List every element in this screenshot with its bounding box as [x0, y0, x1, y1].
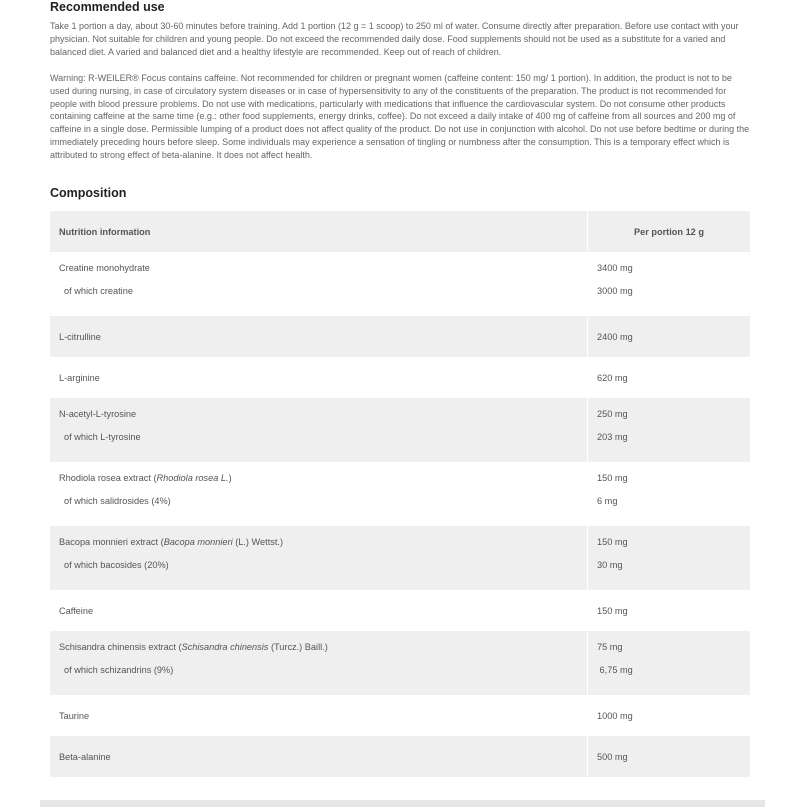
- table-row: [50, 526, 750, 590]
- ingredient-value: 75 mg: [597, 642, 623, 652]
- ingredient-value: 250 mg: [597, 409, 628, 419]
- ingredient-sub-name: of which salidrosides (4%): [64, 496, 171, 506]
- ingredient-value: 150 mg: [597, 537, 628, 547]
- usage-paragraph: Take 1 portion a day, about 30-60 minutes before training. Add 1 portion (12 g = 1 scoop) to 250 ml of water. Consume directly after preparation. Before use contact with your physician. Not suitable for children and young people. Do not exceed the recommended daily dose. Food supplements should not be used as a substitute for a varied and balanced diet. A varied and balanced diet and a healthy lifestyle are recommended. Keep out of reach of children.: [50, 21, 739, 57]
- ingredient-name: Creatine monohydrate: [59, 263, 150, 273]
- warning-paragraph: Warning: R-WEILER® Focus contains caffeine. Not recommended for children or pregnant women (caffeine content: 150 mg/ 1 portion). In addition, the product is not to be used during nursing, in case of circulatory system diseases or in case of hypersensitivity to any of the constituents of the preparation. The product is not recommended for people with blood pressure problems. Do not use with medications, particularly with medications that influence the cardiovascular system. Do not consume other products containing caffeine at the same time (e.g.: other food supplements, energy drinks, coffee). Do not exceed a daily intake of 400 mg of caffeine from all sources and 200 mg of caffeine in a single dose. Permissible lumping of a product does not affect quality of the product. Do not use in conjunction with alcohol. Do not use before bedtime or during the immediately preceding hours before sleep. Some individuals may experience a sensation of tingling or numbness after the consumption. This is a temporary effect which is attributed to strong effect of beta-alanine. It does not affect health.: [50, 73, 750, 160]
- ingredient-sub-name: of which schizandrins (9%): [64, 665, 174, 675]
- ingredient-name: N-acetyl-L-tyrosine: [59, 409, 137, 419]
- ingredient-name: Bacopa monnieri extract (Bacopa monnieri (L.) Wettst.): [59, 537, 284, 547]
- ingredient-name: Taurine: [50, 695, 588, 736]
- composition-heading: Composition: [50, 186, 127, 200]
- nutrition-table: [50, 211, 750, 777]
- header-per-portion: Per portion 12 g: [634, 226, 704, 237]
- ingredient-sub-name: of which L-tyrosine: [64, 432, 141, 442]
- ingredient-sub-name: of which creatine: [64, 286, 133, 296]
- ingredient-sub-value: 6,75 mg: [597, 665, 633, 675]
- table-row: [50, 398, 750, 462]
- ingredient-name: Caffeine: [50, 590, 588, 631]
- table-header-row: [50, 211, 750, 252]
- header-nutrition-info: Nutrition information: [50, 211, 588, 252]
- ingredient-name: Schisandra chinensis extract (Schisandra chinensis (Turcz.) Baill.): [59, 642, 328, 652]
- table-row: [50, 736, 750, 777]
- ingredient-sub-value: 203 mg: [597, 432, 628, 442]
- ingredient-name: L-citrulline: [50, 316, 588, 357]
- table-row: [50, 590, 750, 631]
- ingredient-sub-value: 3000 mg: [597, 286, 633, 296]
- ingredient-value: 620 mg: [597, 372, 628, 383]
- recommended-use-heading: Recommended use: [50, 0, 165, 14]
- ingredient-value: 1000 mg: [597, 710, 633, 721]
- ingredient-sub-value: 30 mg: [597, 560, 623, 570]
- ingredient-value: 150 mg: [597, 473, 628, 483]
- ingredient-name: Beta-alanine: [50, 736, 588, 777]
- table-row: [50, 462, 750, 526]
- table-row: [50, 252, 750, 316]
- ingredient-value: 3400 mg: [597, 263, 633, 273]
- ingredient-name: Rhodiola rosea extract (Rhodiola rosea L.): [59, 473, 232, 483]
- table-row: [50, 316, 750, 357]
- table-row: [50, 631, 750, 695]
- table-row: [50, 695, 750, 736]
- ingredient-value: 2400 mg: [597, 331, 633, 342]
- ingredient-name: L-arginine: [50, 357, 588, 398]
- table-row: [50, 357, 750, 398]
- ingredient-sub-name: of which bacosides (20%): [64, 560, 169, 570]
- ingredient-value: 500 mg: [597, 751, 628, 762]
- ingredient-value: 150 mg: [597, 605, 628, 616]
- footer-divider: [40, 800, 765, 807]
- ingredient-sub-value: 6 mg: [597, 496, 618, 506]
